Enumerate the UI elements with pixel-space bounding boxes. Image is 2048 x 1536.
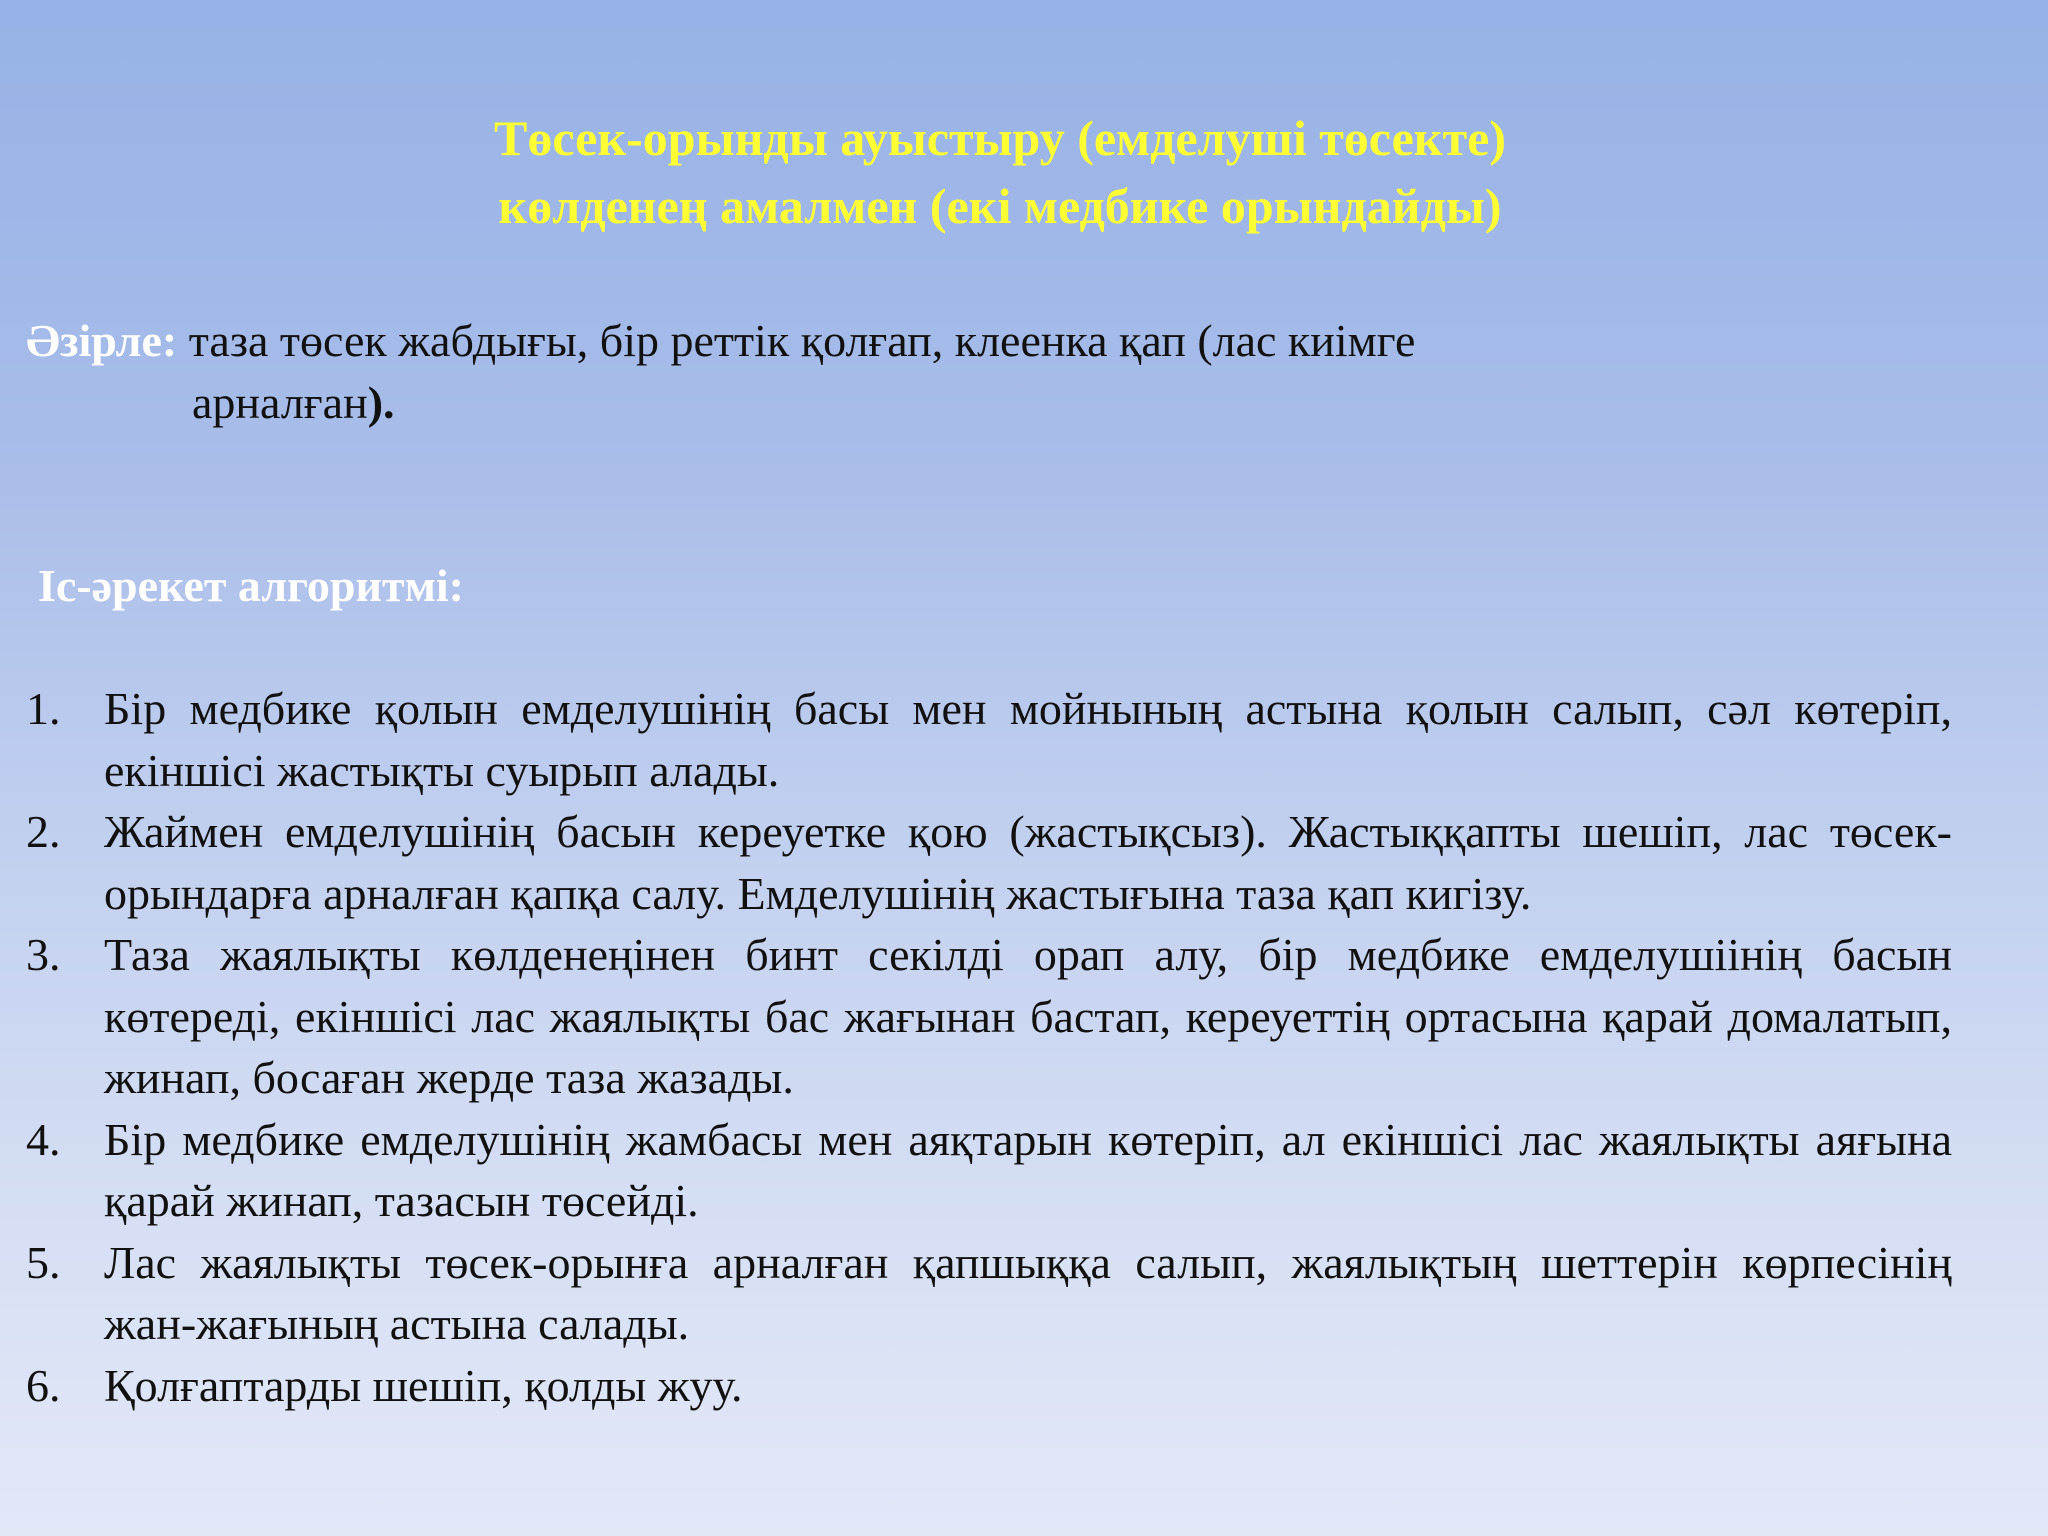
step-text: Қолғаптарды шешіп, қолды жуу. — [104, 1359, 743, 1411]
preparation-text: таза төсек жабдығы, бір реттік қолғап, клеенка қап (лас киімге — [177, 315, 1416, 366]
algorithm-steps — [26, 678, 1952, 1416]
preparation-paragraph — [26, 310, 1666, 434]
step-number: 2. — [26, 806, 61, 857]
step-item — [26, 1355, 1952, 1417]
step-number: 4. — [26, 1113, 61, 1165]
step-item — [26, 1232, 1952, 1355]
preparation-text-cont: арналған — [192, 377, 368, 428]
title-line-2: көлденең амалмен (екі медбике орындайды) — [498, 178, 1502, 234]
step-number: 1. — [26, 683, 61, 734]
step-item — [26, 1109, 1952, 1232]
algorithm-title: Іс-әрекет алгоритмі: — [38, 560, 464, 611]
preparation-continuation — [26, 372, 1666, 434]
step-item — [26, 678, 1952, 801]
preparation-label: Әзірле: — [26, 315, 178, 366]
step-text: Лас жаялықты төсек-орынға арналған қапшыққа салып, жаялықтың шеттерін көрпесінің жан-жағының астына салады. — [104, 1236, 1952, 1349]
step-number: 6. — [26, 1359, 61, 1411]
step-text: Таза жаялықты көлденеңінен бинт секілді орап алу, бір медбике емделушіінің басын көтереді, екіншісі лас жаялықты бас жағынан бастап, кереуеттің ортасына қарай домалатып, жинап, босаған жерде таза жазады. — [104, 929, 1952, 1103]
step-number: 5. — [26, 1236, 61, 1288]
step-item — [26, 801, 1952, 924]
preparation-close: ). — [367, 377, 395, 428]
step-item — [26, 924, 1952, 1109]
step-text: Жаймен емделушінің басын кереуетке қою (жастықсыз). Жастыққапты шешіп, лас төсек-орындарға арналған қапқа салу. Емделушінің жастығына таза қап кигізу. — [104, 806, 1952, 919]
slide-title — [0, 104, 2000, 240]
title-line-1: Төсек-орынды ауыстыру (емделуші төсекте) — [493, 110, 1507, 166]
step-text: Бір медбике қолын емделушінің басы мен мойнының астына қолын салып, сәл көтеріп, екіншісі жастықты суырып алады. — [104, 683, 1952, 796]
step-number: 3. — [26, 929, 61, 980]
step-text: Бір медбике емделушінің жамбасы мен аяқтарын көтеріп, ал екіншісі лас жаялықты аяғына қарай жинап, тазасын төсейді. — [104, 1113, 1952, 1226]
